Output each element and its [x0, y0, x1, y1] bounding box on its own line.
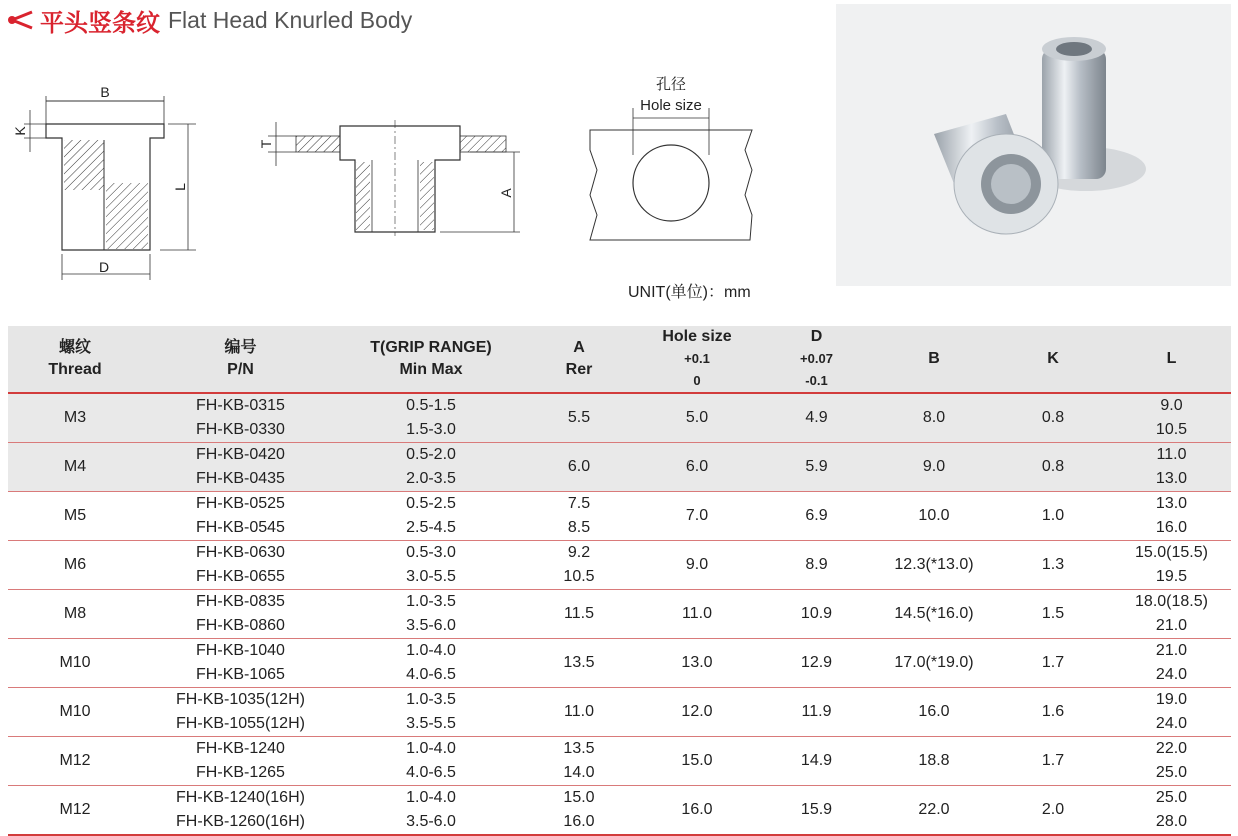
- d-cell: 8.9: [759, 541, 874, 590]
- b-cell: 22.0: [874, 786, 994, 836]
- k-cell: 0.8: [994, 443, 1112, 492]
- d-cell: 14.9: [759, 737, 874, 786]
- d-cell: 11.9: [759, 688, 874, 737]
- technical-drawing: [0, 50, 800, 280]
- pn-cell: FH-KB-1035(12H) FH-KB-1055(12H): [142, 688, 339, 737]
- installed-view-drawing: [258, 120, 520, 236]
- a-cell: 7.5 8.5: [523, 492, 635, 541]
- table-row: [8, 786, 1231, 836]
- k-cell: 1.5: [994, 590, 1112, 639]
- pn-cell: FH-KB-0630 FH-KB-0655: [142, 541, 339, 590]
- l-cell: 15.0(15.5) 19.5: [1112, 541, 1231, 590]
- k-cell: 1.7: [994, 639, 1112, 688]
- k-cell: 1.3: [994, 541, 1112, 590]
- col-header-d: D +0.07 -0.1: [759, 326, 874, 393]
- hole-cell: 7.0: [635, 492, 759, 541]
- table-header-row: [8, 326, 1231, 393]
- d-cell: 4.9: [759, 393, 874, 443]
- title-english: Flat Head Knurled Body: [168, 6, 413, 33]
- pn-cell: FH-KB-0525 FH-KB-0545: [142, 492, 339, 541]
- col-header-thread: 螺纹 Thread: [8, 326, 142, 393]
- l-cell: 19.0 24.0: [1112, 688, 1231, 737]
- b-cell: 17.0(*19.0): [874, 639, 994, 688]
- l-cell: 22.0 25.0: [1112, 737, 1231, 786]
- a-cell: 5.5: [523, 393, 635, 443]
- table-row: [8, 590, 1231, 639]
- a-cell: 13.5: [523, 639, 635, 688]
- k-cell: 1.6: [994, 688, 1112, 737]
- grip-cell: 1.0-3.5 3.5-6.0: [339, 590, 523, 639]
- hole-cell: 13.0: [635, 639, 759, 688]
- b-cell: 9.0: [874, 443, 994, 492]
- share-arrow-icon: [6, 9, 36, 31]
- l-cell: 25.0 28.0: [1112, 786, 1231, 836]
- col-header-grip: T(GRIP RANGE) Min Max: [339, 326, 523, 393]
- pn-cell: FH-KB-1040 FH-KB-1065: [142, 639, 339, 688]
- hole-cell: 12.0: [635, 688, 759, 737]
- k-cell: 1.7: [994, 737, 1112, 786]
- col-header-b: B: [874, 326, 994, 393]
- k-cell: 0.8: [994, 393, 1112, 443]
- grip-cell: 1.0-4.0 3.5-6.0: [339, 786, 523, 836]
- col-header-pn: 编号 P/N: [142, 326, 339, 393]
- thread-cell: M3: [8, 393, 142, 443]
- hole-label-zh: 孔径: [655, 75, 687, 93]
- dim-label-d: D: [98, 259, 110, 275]
- grip-cell: 1.0-4.0 4.0-6.5: [339, 737, 523, 786]
- l-cell: 18.0(18.5) 21.0: [1112, 590, 1231, 639]
- a-cell: 13.5 14.0: [523, 737, 635, 786]
- pn-cell: FH-KB-1240 FH-KB-1265: [142, 737, 339, 786]
- d-cell: 6.9: [759, 492, 874, 541]
- a-cell: 9.2 10.5: [523, 541, 635, 590]
- hole-label-en: Hole size: [640, 97, 702, 114]
- thread-cell: M6: [8, 541, 142, 590]
- thread-cell: M12: [8, 786, 142, 836]
- table-row: [8, 541, 1231, 590]
- dim-label-k: K: [12, 126, 28, 136]
- title-chinese: 平头竖条纹: [40, 8, 160, 37]
- table-row: [8, 737, 1231, 786]
- grip-cell: 0.5-3.0 3.0-5.5: [339, 541, 523, 590]
- d-cell: 5.9: [759, 443, 874, 492]
- pn-cell: FH-KB-0835 FH-KB-0860: [142, 590, 339, 639]
- unit-note: UNIT(单位)：mm: [628, 284, 751, 301]
- product-photo: [836, 4, 1231, 286]
- hole-cell: 5.0: [635, 393, 759, 443]
- pn-cell: FH-KB-0315 FH-KB-0330: [142, 393, 339, 443]
- k-cell: 1.0: [994, 492, 1112, 541]
- table-row: [8, 688, 1231, 737]
- thread-cell: M10: [8, 688, 142, 737]
- pn-cell: FH-KB-0420 FH-KB-0435: [142, 443, 339, 492]
- col-header-hole: Hole size +0.1 0: [635, 326, 759, 393]
- b-cell: 18.8: [874, 737, 994, 786]
- b-cell: 16.0: [874, 688, 994, 737]
- dim-label-b: B: [100, 84, 110, 100]
- section-title: [6, 4, 412, 36]
- side-view-drawing: [12, 84, 196, 280]
- thread-cell: M5: [8, 492, 142, 541]
- thread-cell: M4: [8, 443, 142, 492]
- thread-cell: M10: [8, 639, 142, 688]
- b-cell: 12.3(*13.0): [874, 541, 994, 590]
- thread-cell: M8: [8, 590, 142, 639]
- table-row: [8, 639, 1231, 688]
- grip-cell: 0.5-2.0 2.0-3.5: [339, 443, 523, 492]
- grip-cell: 1.0-3.5 3.5-5.5: [339, 688, 523, 737]
- col-header-a: A Rer: [523, 326, 635, 393]
- d-cell: 15.9: [759, 786, 874, 836]
- dim-label-a: A: [498, 188, 514, 198]
- hole-cell: 11.0: [635, 590, 759, 639]
- hole-size-drawing: [590, 75, 752, 240]
- hole-cell: 16.0: [635, 786, 759, 836]
- b-cell: 14.5(*16.0): [874, 590, 994, 639]
- pn-cell: FH-KB-1240(16H) FH-KB-1260(16H): [142, 786, 339, 836]
- table-row: [8, 492, 1231, 541]
- col-header-l: L: [1112, 326, 1231, 393]
- dim-label-l: L: [172, 183, 188, 191]
- a-cell: 11.5: [523, 590, 635, 639]
- col-header-k: K: [994, 326, 1112, 393]
- l-cell: 13.0 16.0: [1112, 492, 1231, 541]
- l-cell: 11.0 13.0: [1112, 443, 1231, 492]
- table-row: [8, 443, 1231, 492]
- dim-label-t: T: [258, 139, 274, 149]
- a-cell: 15.0 16.0: [523, 786, 635, 836]
- k-cell: 2.0: [994, 786, 1112, 836]
- grip-cell: 0.5-1.5 1.5-3.0: [339, 393, 523, 443]
- hole-cell: 9.0: [635, 541, 759, 590]
- a-cell: 11.0: [523, 688, 635, 737]
- grip-cell: 1.0-4.0 4.0-6.5: [339, 639, 523, 688]
- b-cell: 10.0: [874, 492, 994, 541]
- l-cell: 21.0 24.0: [1112, 639, 1231, 688]
- spec-table: [8, 326, 1231, 836]
- b-cell: 8.0: [874, 393, 994, 443]
- d-cell: 10.9: [759, 590, 874, 639]
- thread-cell: M12: [8, 737, 142, 786]
- d-cell: 12.9: [759, 639, 874, 688]
- hole-cell: 15.0: [635, 737, 759, 786]
- grip-cell: 0.5-2.5 2.5-4.5: [339, 492, 523, 541]
- hole-cell: 6.0: [635, 443, 759, 492]
- table-row: [8, 393, 1231, 443]
- a-cell: 6.0: [523, 443, 635, 492]
- l-cell: 9.0 10.5: [1112, 393, 1231, 443]
